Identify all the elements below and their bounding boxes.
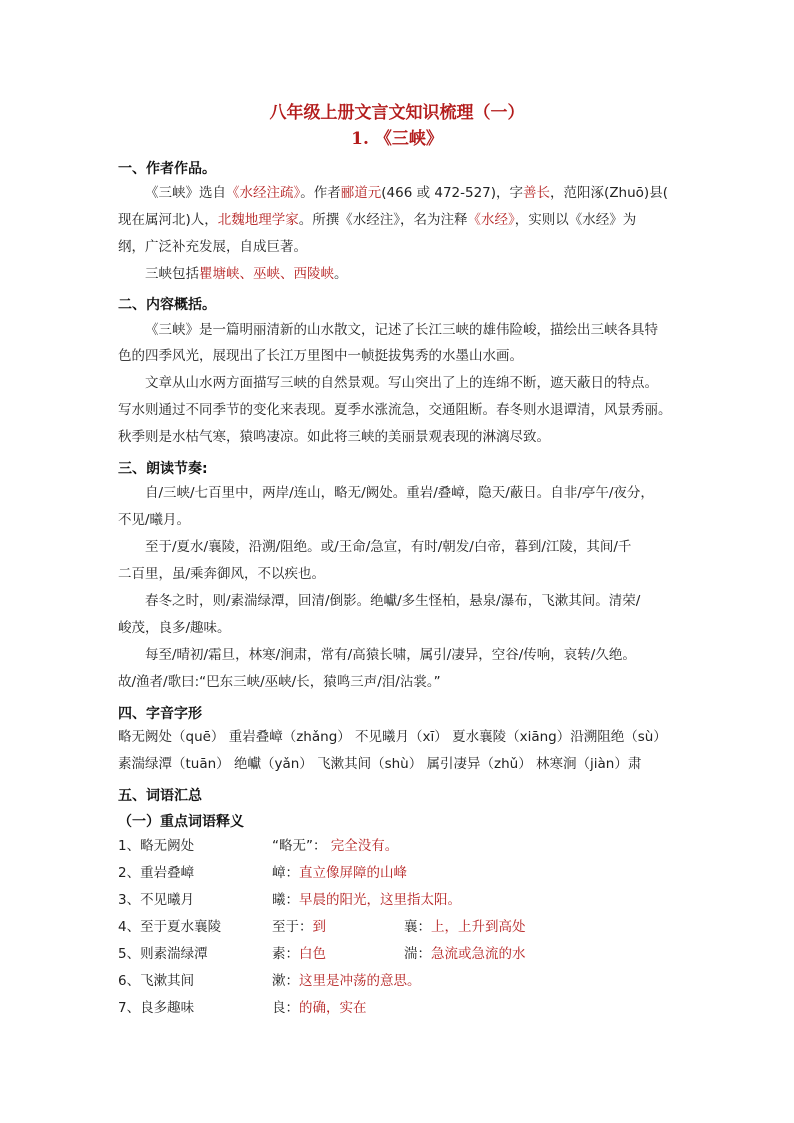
term: 7、良多趣味 <box>118 1000 195 1016</box>
s3-line: 二百里，虽/乘奔御风，不以疾也。 <box>118 566 326 582</box>
def-label: 至于： <box>272 919 313 935</box>
s2-line: 色的四季风光，展现出了长江万里图中一帧挺拔隽秀的水墨山水画。 <box>118 348 523 364</box>
definition <box>272 941 326 968</box>
def-text: 完全没有。 <box>330 838 399 854</box>
section-1-heading: 一、作者作品。 <box>118 161 216 177</box>
s2-line: 写水则通过不同季节的变化来表现。夏季水涨流急，交通阻断。春冬则水退谭清，风景秀丽。 <box>118 402 672 418</box>
def-text: 的确，实在 <box>299 1000 367 1016</box>
section-4-heading: 四、字音字形 <box>118 706 202 722</box>
s2-line: 《三峡》是一篇明丽清新的山水散文，记述了长江三峡的雄伟险峻，描绘出三峡各具特 <box>145 322 658 338</box>
def-text: 到 <box>312 919 326 935</box>
def-label: 曦： <box>272 892 299 908</box>
term: 6、飞漱其间 <box>118 973 195 989</box>
definition <box>272 968 421 995</box>
highlight: 北魏地理学家 <box>217 212 299 228</box>
highlight: 郦道元 <box>340 185 382 201</box>
text: 。 <box>334 266 348 282</box>
s3-line: 春冬之时，则/素湍绿潭，回清/倒影。绝巘/多生怪柏，悬泉/瀑布，飞漱其间。清荣/ <box>145 593 641 609</box>
def-text: 上，上升到高处 <box>431 919 526 935</box>
term: 1、略无阙处 <box>118 838 195 854</box>
def-label: 襄： <box>404 919 431 935</box>
text: 三峡包括 <box>145 266 199 282</box>
def-label: “略无”： <box>272 838 327 854</box>
highlight: 《水经注疏》 <box>226 185 301 201</box>
def-label: 良： <box>272 1000 299 1016</box>
s2-line: 秋季则是水枯气寒，猿鸣凄凉。如此将三峡的美丽景观表现的淋漓尽致。 <box>118 429 550 445</box>
text: 《三峡》选自 <box>145 185 226 201</box>
s1-line-4 <box>145 261 348 288</box>
s1-line-2 <box>118 207 636 234</box>
section-2-heading: 二、内容概括。 <box>118 297 216 313</box>
definition <box>272 914 326 941</box>
s3-line: 至于/夏水/襄陵，沿溯/阻绝。或/王命/急宣，有时/朝发/白帝，暮到/江陵，其间/千 <box>145 539 632 555</box>
def-text: 白色 <box>299 946 326 962</box>
definition <box>272 833 398 860</box>
definition-2 <box>404 941 526 968</box>
s1-line-3: 纲，广泛补充发展，自成巨著。 <box>118 239 307 255</box>
text: 。所撰《水经注》，名为注释 <box>298 212 468 228</box>
term: 2、重岩叠嶂 <box>118 865 195 881</box>
text: ，范阳涿(Zhuō)县( <box>550 185 668 201</box>
def-text: 急流或急流的水 <box>431 946 526 962</box>
term: 3、不见曦月 <box>118 892 195 908</box>
text: (466 或 472-527)，字 <box>381 185 524 201</box>
text: 。作者 <box>300 185 341 201</box>
def-label: 嶂： <box>272 865 299 881</box>
def-label: 湍： <box>404 946 431 962</box>
highlight: 瞿塘峡、巫峡、西陵峡 <box>199 266 334 282</box>
s1-line-1 <box>145 180 668 207</box>
s3-line: 故/渔者/歌曰:“巴东三峡/巫峡/长，猿鸣三声/泪/沾裳。” <box>118 674 441 690</box>
def-text: 直立像屏障的山峰 <box>299 865 407 881</box>
section-3-heading: 三、朗读节奏: <box>118 461 208 477</box>
def-text: 这里是冲荡的意思。 <box>299 973 421 989</box>
s2-line: 文章从山水两方面描写三峡的自然景观。写山突出了上的连绵不断，遮天蔽日的特点。 <box>145 375 658 391</box>
text: 现在属河北)人， <box>118 212 218 228</box>
text: ，实则以《水经》为 <box>514 212 637 228</box>
definition <box>272 995 367 1022</box>
highlight: 善长 <box>523 185 551 201</box>
term: 5、则素湍绿潭 <box>118 946 208 962</box>
s3-line: 自/三峡/七百里中，两岸/连山，略无/阙处。重岩/叠嶂，隐天/蔽日。自非/亭午/夜分， <box>145 485 654 501</box>
def-label: 漱： <box>272 973 299 989</box>
document-title: 八年级上册文言文知识梳理（一） <box>269 103 525 123</box>
definition <box>272 860 407 887</box>
section-5-heading: 五、词语汇总 <box>118 788 202 804</box>
section-5-subheading: （一）重点词语释义 <box>118 814 244 830</box>
highlight: 《水经》 <box>467 212 515 228</box>
s3-line: 峻茂，良多/趣味。 <box>118 620 231 636</box>
s3-line: 每至/晴初/霜旦，林寒/涧肃，常有/高猿长啸，属引/凄异，空谷/传响，哀转/久绝。 <box>145 647 636 663</box>
s3-line: 不见/曦月。 <box>118 512 191 528</box>
document-subtitle: 1. 《三峡》 <box>351 129 443 149</box>
term: 4、至于夏水襄陵 <box>118 919 222 935</box>
definition <box>272 887 461 914</box>
s4-line: 素湍绿潭（tuān） 绝巘（yǎn） 飞漱其间（shù） 属引凄异（zhǔ） 林寒涧（jiàn）肃 <box>118 756 642 772</box>
s4-line: 略无阙处（quē） 重岩叠嶂（zhǎng） 不见曦月（xī） 夏水襄陵（xiāng）沿溯阻绝（sù） <box>118 729 667 745</box>
definition-2 <box>404 914 526 941</box>
def-label: 素： <box>272 946 299 962</box>
def-text: 早晨的阳光，这里指太阳。 <box>299 892 461 908</box>
